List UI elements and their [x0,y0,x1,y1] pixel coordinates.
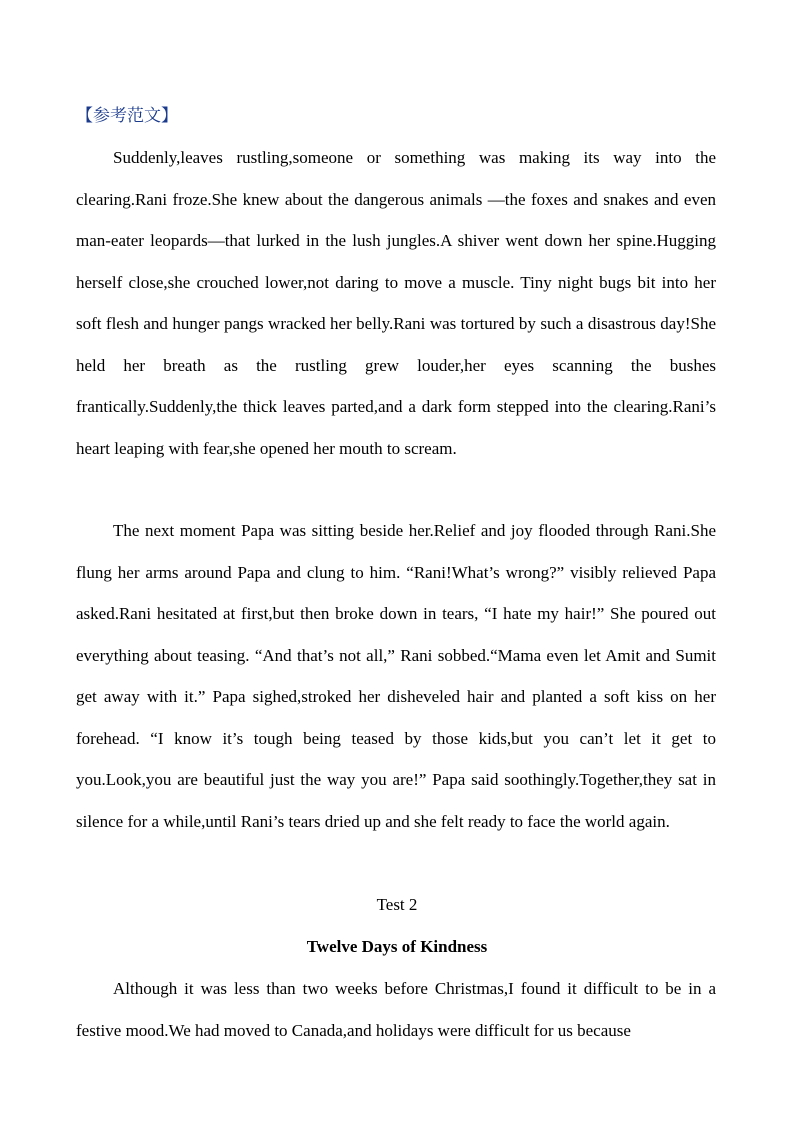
essay-paragraph-2 [76,510,716,842]
test-label: Test 2 [376,895,418,914]
reference-essay-heading: 【参考范文】 [76,106,178,125]
story-title: Twelve Days of Kindness [306,937,488,956]
paragraph-text: Suddenly,leaves rustling,someone or something was making its way into the clearing.Rani froze.She knew about the dangerous animals —the foxes and snakes and even man-eater leopards—that lurked in the lush jungles.A shiver went down her spine.Hugging herself close,she crouched lower,not daring to move a muscle. Tiny night bugs bit into her soft flesh and hunger pangs wracked her belly.Rani was tortured by such a disastrous day!She held her breath as the rustling grew louder,her eyes scanning the bushes frantically.Suddenly,the thick leaves parted,and a dark form stepped into the clearing.Rani’s heart leaping with fear,she opened her mouth to scream. [76,148,716,458]
paragraph-text: Although it was less than two weeks before Christmas,I found it difficult to be in a festive mood.We had moved to Canada,and holidays were difficult for us because [76,979,716,1040]
story-paragraph-1 [76,968,716,1051]
paragraph-text: The next moment Papa was sitting beside her.Relief and joy flooded through Rani.She flung her arms around Papa and clung to him. “Rani!What’s wrong?” visibly relieved Papa asked.Rani hesitated at first,but then broke down in tears, “I hate my hair!” She poured out everything about teasing. “And that’s not all,” Rani sobbed.“Mama even let Amit and Sumit get away with it.” Papa sighed,stroked her disheveled hair and planted a soft kiss on her forehead. “I know it’s tough being teased by those kids,but you can’t let it get to you.Look,you are beautiful just the way you are!” Papa said soothingly.Together,they sat in silence for a while,until Rani’s tears dried up and she felt ready to face the world again. [76,521,716,831]
essay-paragraph-1 [76,137,716,469]
